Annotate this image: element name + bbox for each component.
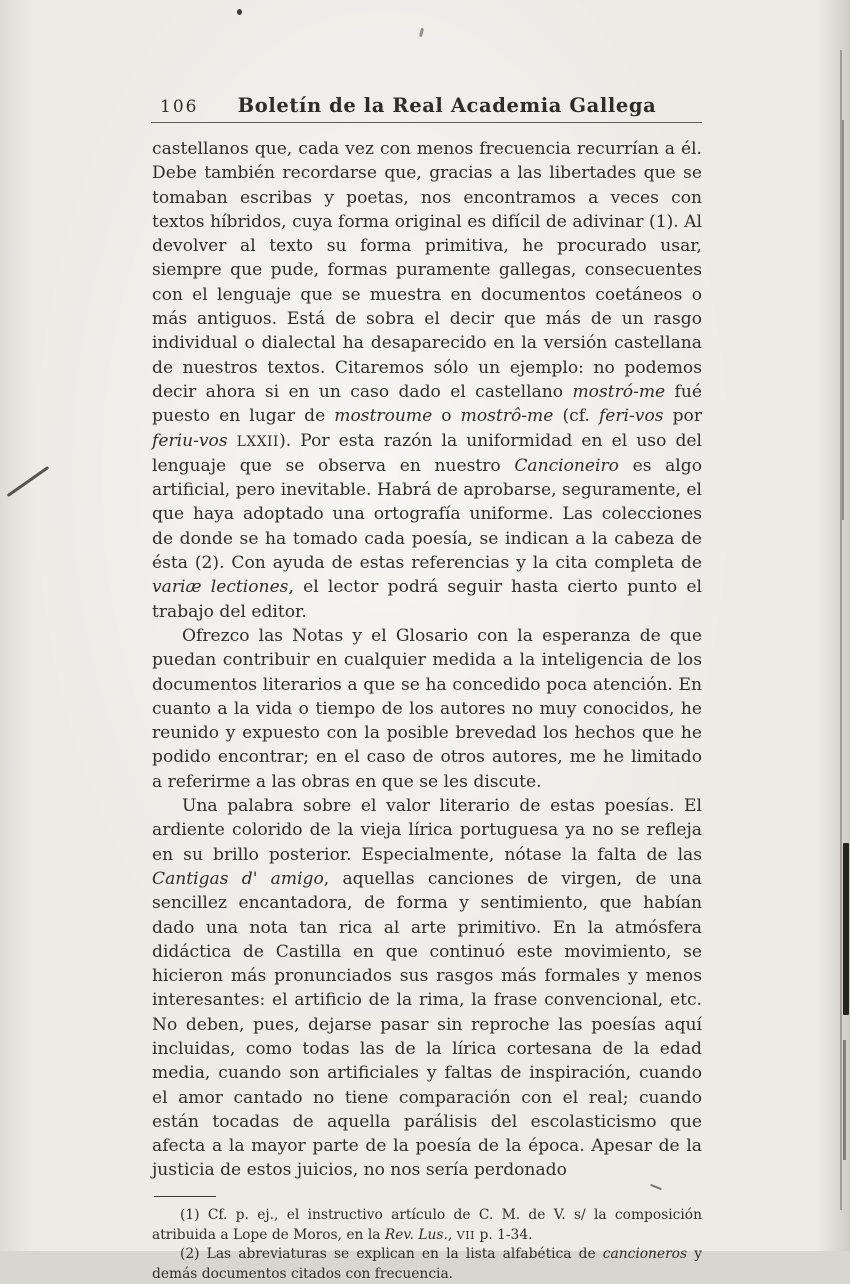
text-run: , aquellas canciones de virgen, de una sencillez encantadora, de forma y sentimiento, que habían dado una nota tan rica al arte primitivo. En la atmósfera didáctica de Castilla en que continuó este movimiento, se hicieron más pronunciados sus rasgos más formales y menos interesantes: el artificio de la rima, la frase convencional, etc. No deben, pues, dejarse pasar sin reproche las poesías aquí incluidas, como todas las de la lírica cortesana de la edad media, cuando son artificiales y faltas de inspiración, cuando el amor cantado no tiene comparación con el real; cuando están tocadas de aquella parálisis del escolasticismo que afecta a la mayor parte de la poesía de la época. Apesar de la justicia de estos juicios, no nos sería perdonado [152,868,702,1181]
footnote [152,1245,702,1284]
text-run: fué puesto en lugar de [152,381,702,427]
scan-artifact-right-dark-bar [843,843,849,1015]
scan-artifact-right-upper-bar [842,120,845,520]
page-number: 106 [160,97,199,117]
italic-text-run: Cantigas d' amigo [152,868,324,889]
scan-artifact-left-slash [7,466,50,497]
text-run: ). Por esta razón la uniformidad en el uso del lenguaje que se observa en nuestro [152,430,702,476]
italic-text-run: mostró-me [572,381,666,402]
italic-text-run: feriu-vos [152,430,228,451]
body-paragraphs [152,137,702,1183]
page-title: Boletín de la Real Academia Gallega [237,94,657,117]
text-run: castellanos que, cada vez con menos frecuencia recurrían a él. Debe también recordarse que, gracias a las libertades que se tomaban escribas y poetas, nos encontramos a veces con textos híbridos, cuya forma original es difícil de adivinar (1). Al devolver al texto su forma primitiva, he procurado usar, siempre que pude, formas puramente gallegas, consecuentes con el lenguaje que se muestra en documentos coetáneos o más antiguos. Está de sobra el decir que más de un rasgo individual o dialectal ha desaparecido en la versión castellana de nuestros textos. Citaremos sólo un ejemplo: no podemos decir ahora si en un caso dado el castellano [152,139,702,402]
page-header [152,94,702,122]
italic-text-run: Rev. Lus. [384,1226,448,1243]
italic-text-run: Cancioneiro [514,455,619,476]
text-run: , [447,1226,457,1243]
text-run: o [432,406,461,427]
italic-text-run: feri-vos [598,406,664,427]
body-text [152,137,702,1284]
text-run: es algo artificial, pero inevitable. Habrá de aprobarse, seguramente, el que haya adoptado una ortografía uniforme. Las colecciones de donde se ha tomado cada poesía, se indican a la cabeza de ésta (2). Con ayuda de estas referencias y la cita completa de [152,455,702,574]
paragraph [152,624,702,794]
text-run: p. 1-34. [475,1226,533,1243]
paragraph [152,137,702,624]
footnote-separator [154,1196,216,1197]
italic-text-run: mostroume [334,406,433,427]
text-run: por [663,406,702,427]
scan-artifact-right-lower-bar [843,1040,846,1160]
text-run: , el lector podrá seguir hasta cierto punto el trabajo del editor. [152,577,703,622]
italic-text-run: cancioneros [602,1246,688,1263]
text-run: y demás documentos citados con frecuencia. [152,1246,702,1282]
scan-artifact-top-dot [237,9,242,15]
footnotes [152,1206,702,1284]
scan-artifact-right-edge-line [840,50,842,1210]
header-rule [151,122,702,123]
footnote [152,1206,702,1245]
text-run: Ofrezco las Notas y el Glosario con la esperanza de que puedan contribuir en cualquier medida a la inteligencia de los documentos literarios a que se ha concedido poca atención. En cuanto a la vida o tiempo de los autores no muy conocidos, he reunido y expuesto con la posible brevedad los hechos que he podido encontrar; en el caso de otros autores, me he limitado a referirme a las obras en que se les discute. [152,625,702,792]
text-run: Una palabra sobre el valor literario de estas poesías. El ardiente colorido de la vieja lírica portuguesa ya no se refleja en su brillo posterior. Especialmente, nótase la falta de las [152,796,702,865]
scan-artifact-top-tick [419,28,424,37]
smallcaps-text-run: VII [456,1228,476,1242]
smallcaps-text-run: LXXII [236,433,280,450]
paragraph [152,794,702,1183]
text-run [228,431,237,451]
italic-text-run: variæ lectiones [152,577,289,598]
text-run: (1) Cf. p. ej., el instructivo artículo de C. M. de V. s/ la composición atribuida a Lope de Moros, en la [152,1207,702,1243]
italic-text-run: mostrô-me [460,406,554,427]
text-run: (cf. [553,406,599,427]
text-run: (2) Las abreviaturas se explican en la lista alfabética de [180,1246,603,1263]
